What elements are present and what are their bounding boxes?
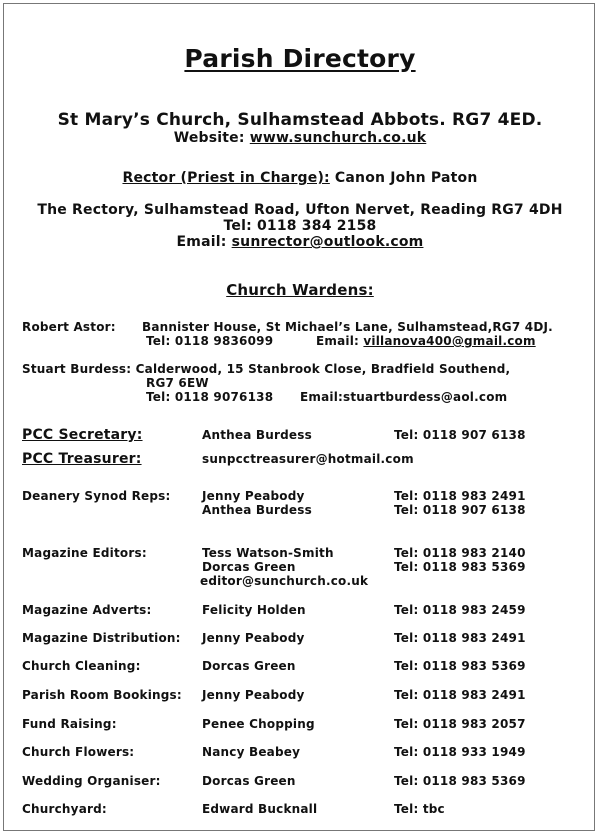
church-name: St Mary’s Church, Sulhamstead Abbots. RG7 4ED. [57,110,543,130]
rector-email-label: Email: [176,234,232,250]
contact-name: Jenny Peabody [202,688,305,702]
website-line [0,130,600,146]
pcc-secretary-role: PCC Secretary: [22,427,143,443]
role-label: Magazine Adverts: [22,603,152,617]
rector-email-link[interactable]: sunrector@outlook.com [231,234,424,250]
contact-tel: Tel: tbc [394,802,445,816]
warden-tel: Tel: 0118 9836099 [146,334,274,348]
warden-name: Robert Astor: [22,320,116,334]
contact-name: Felicity Holden [202,603,306,617]
contact-tel: Tel: 0118 983 5369 [394,659,526,673]
pcc-secretary-name: Anthea Burdess [202,428,312,442]
synod-tel-2: Tel: 0118 907 6138 [394,503,526,517]
wardens-heading: Church Wardens: [226,281,374,299]
synod-name-1: Jenny Peabody [202,489,305,503]
contact-tel: Tel: 0118 983 2459 [394,603,526,617]
editors-tel-2: Tel: 0118 983 5369 [394,560,526,574]
warden-address: Bannister House, St Michael’s Lane, Sulhamstead,RG7 4DJ. [142,320,553,334]
contact-name: Penee Chopping [202,717,315,731]
synod-role: Deanery Synod Reps: [22,489,171,503]
role-label: Church Cleaning: [22,659,141,673]
contact-tel: Tel: 0118 983 5369 [394,774,526,788]
role-label: Parish Room Bookings: [22,688,182,702]
warden-email-label: Email: [316,334,364,348]
editors-tel-1: Tel: 0118 983 2140 [394,546,526,560]
contact-tel: Tel: 0118 983 2491 [394,688,526,702]
rector-name: Canon John Paton [329,170,478,186]
rector-email-line [0,234,600,250]
rector-line [0,170,600,186]
contact-name: Jenny Peabody [202,631,305,645]
pcc-secretary-tel: Tel: 0118 907 6138 [394,428,526,442]
warden-tel: Tel: 0118 9076138 [146,390,274,404]
pcc-treasurer-email: sunpcctreasurer@hotmail.com [202,452,414,466]
rector-address: The Rectory, Sulhamstead Road, Ufton Nervet, Reading RG7 4DH [37,202,563,218]
contact-tel: Tel: 0118 933 1949 [394,745,526,759]
editors-role: Magazine Editors: [22,546,147,560]
website-link[interactable]: www.sunchurch.co.uk [249,130,427,146]
warden-name-address: Stuart Burdess: Calderwood, 15 Stanbrook Close, Bradfield Southend, [22,362,511,376]
editors-email: editor@sunchurch.co.uk [200,574,369,588]
contact-name: Dorcas Green [202,774,296,788]
warden-address-2: RG7 6EW [146,376,209,390]
rector-label: Rector (Priest in Charge): [122,170,330,186]
role-label: Church Flowers: [22,745,135,759]
contact-name: Edward Bucknall [202,802,318,816]
contact-tel: Tel: 0118 983 2057 [394,717,526,731]
warden-email-link[interactable]: villanova400@gmail.com [363,334,536,348]
pcc-treasurer-role: PCC Treasurer: [22,451,142,467]
warden-email-line [316,334,536,348]
contact-name: Dorcas Green [202,659,296,673]
contact-tel: Tel: 0118 983 2491 [394,631,526,645]
synod-name-2: Anthea Burdess [202,503,312,517]
rector-tel: Tel: 0118 384 2158 [223,218,377,234]
page-title: Parish Directory [184,44,416,73]
editors-name-2: Dorcas Green [202,560,296,574]
editors-name-1: Tess Watson-Smith [202,546,334,560]
synod-tel-1: Tel: 0118 983 2491 [394,489,526,503]
role-label: Magazine Distribution: [22,631,181,645]
role-label: Fund Raising: [22,717,117,731]
contact-name: Nancy Beabey [202,745,301,759]
role-label: Churchyard: [22,802,107,816]
website-label: Website: [173,130,250,146]
warden-email: Email:stuartburdess@aol.com [300,390,508,404]
role-label: Wedding Organiser: [22,774,161,788]
